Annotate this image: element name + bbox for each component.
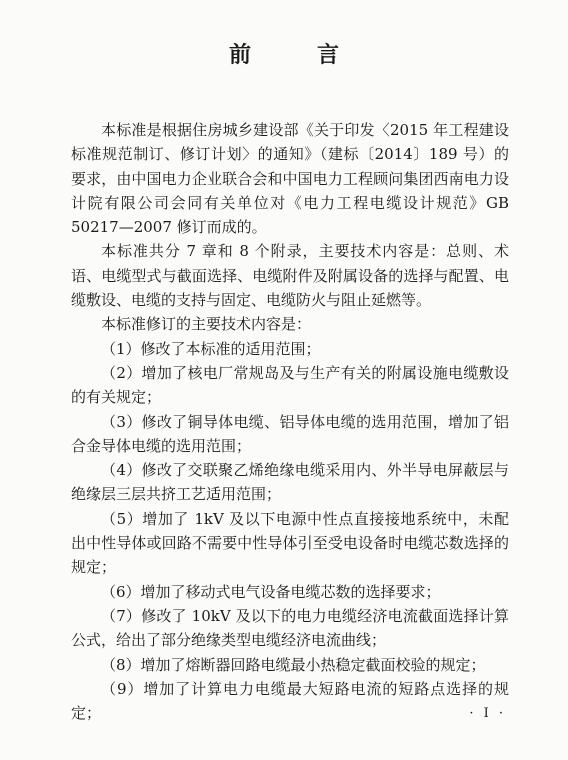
- list-item: （4）修改了交联聚乙烯绝缘电缆采用内、外半导电屏蔽层与绝缘层三层共挤工艺适用范围；: [71, 461, 509, 504]
- list-item: （7）修改了 10kV 及以下的电力电缆经济电流截面选择计算公式，给出了部分绝缘类型电缆经济电流曲线；: [71, 606, 509, 650]
- list-item: （1）修改了本标准的适用范围；: [101, 339, 321, 358]
- page-title: 前 言: [228, 43, 361, 68]
- list-item: （5）增加了 1kV 及以下电源中性点直接接地系统中，未配出中性导体或回路不需要中性导体引至受电设备时电缆芯数选择的规定；: [71, 509, 509, 577]
- paragraph: 本标准共分 7 章和 8 个附录，主要技术内容是：总则、术语、电缆型式与截面选择、电缆附件及附属设备的选择与配置、电缆敷设、电缆的支持与固定、电缆防火与阻止延燃等。: [71, 242, 509, 310]
- page-number: · Ⅰ ·: [469, 706, 506, 721]
- list-item: （9）增加了计算电力电缆最大短路电流的短路点选择的规定；: [71, 679, 509, 723]
- paragraph: 本标准是根据住房城乡建设部《关于印发〈2015 年工程建设标准规范制订、修订计划〉的通知》（建标〔2014〕189 号）的要求，由中国电力企业联合会和中国电力工程顾问集团西南电力设计院有限公司会同有关单位对《电力工程电缆设计规范》GB 50217—2007 修订而成的。: [71, 121, 509, 237]
- list-item: （2）增加了核电厂常规岛及与生产有关的附属设施电缆敷设的有关规定；: [71, 363, 509, 407]
- list-item: （8）增加了熔断器回路电缆最小热稳定截面校验的规定；: [101, 655, 486, 674]
- body-text: [71, 118, 509, 725]
- paragraph: 本标准修订的主要技术内容是：: [101, 315, 312, 334]
- list-item: （3）修改了铜导体电缆、铝导体电缆的选用范围，增加了铝合金导体电缆的选用范围；: [71, 412, 509, 455]
- list-item: （6）增加了移动式电气设备电缆芯数的选择要求；: [101, 582, 441, 601]
